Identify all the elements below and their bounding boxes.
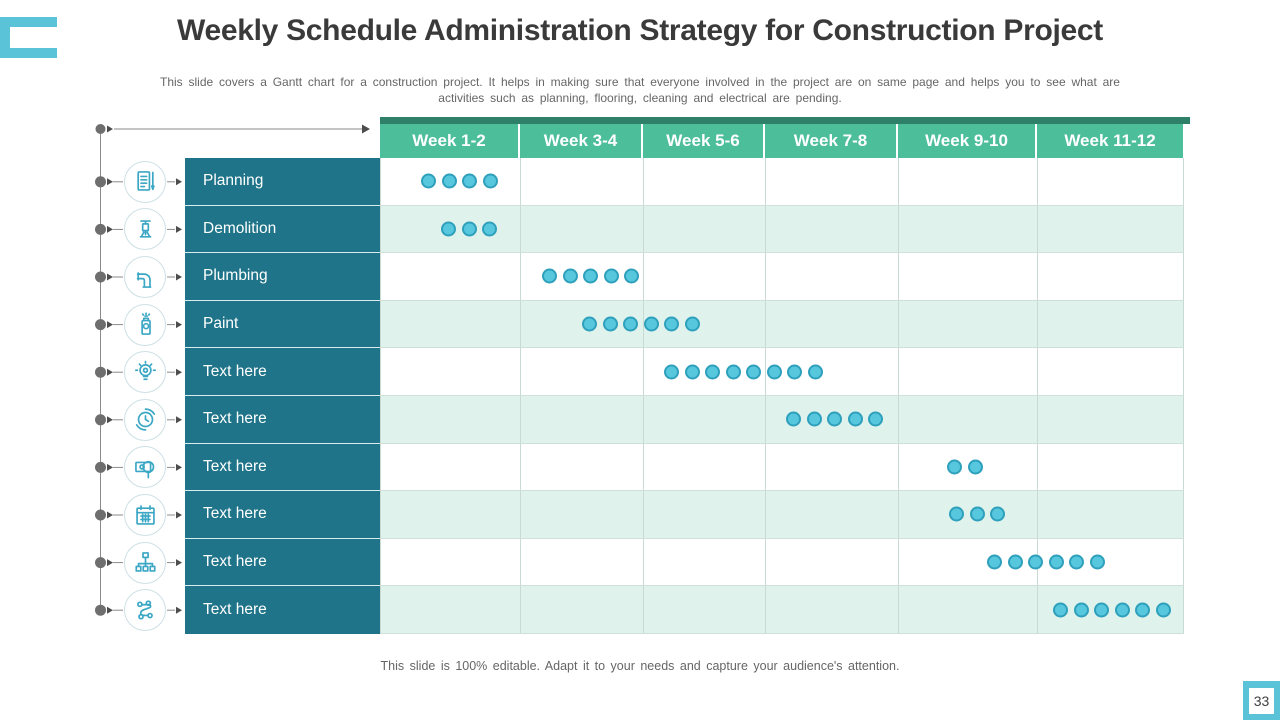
gantt-row <box>381 491 1184 539</box>
pipe-icon <box>124 256 166 298</box>
page-number: 33 <box>1249 688 1274 714</box>
gantt-cell <box>381 301 521 348</box>
gantt-row <box>381 206 1184 254</box>
task-label: Text here <box>185 586 380 634</box>
progress-dot <box>1135 602 1150 617</box>
rail-bullet <box>95 462 106 473</box>
progress-dot <box>808 364 823 379</box>
column-header-week: Week 9-10 <box>898 124 1037 158</box>
progress-dot <box>604 269 619 284</box>
progress-dot <box>603 317 618 332</box>
arrow-right-icon <box>362 125 370 134</box>
gantt-cell <box>644 396 766 443</box>
progress-dot <box>1028 555 1043 570</box>
progress-dot <box>746 364 761 379</box>
subtitle-line-2: activities such as planning, flooring, cleaning and electrical are pending. <box>438 91 842 105</box>
progress-dot <box>949 507 964 522</box>
arrow-right-icon <box>107 559 113 566</box>
gantt-cell <box>521 586 644 633</box>
blueprint-icon <box>124 161 166 203</box>
column-header-week: Week 11-12 <box>1064 131 1156 150</box>
gantt-cell <box>1038 444 1184 491</box>
gantt-cell <box>766 158 899 205</box>
gantt-cell <box>899 253 1038 300</box>
progress-dot <box>1090 555 1105 570</box>
task-label: Demolition <box>185 206 380 254</box>
progress-dot <box>990 507 1005 522</box>
arrow-right-icon <box>107 321 113 328</box>
arrow-right-icon <box>107 607 113 614</box>
gantt-cell <box>381 539 521 586</box>
subtitle-line-1: This slide covers a Gantt chart for a construction project. It helps in making sure that everyone involved in the project are on same page and helps you to see what are <box>160 75 1120 89</box>
progress-dot <box>462 174 477 189</box>
rail-bullet <box>96 124 106 134</box>
gantt-cell <box>899 586 1038 633</box>
progress-dot <box>644 317 659 332</box>
progress-dot <box>483 174 498 189</box>
arrow-right-icon <box>107 178 113 185</box>
gantt-row <box>381 348 1184 396</box>
gantt-cell <box>521 158 644 205</box>
gantt-cell <box>899 348 1038 395</box>
arrow-right-icon <box>107 226 113 233</box>
gantt-cell <box>521 206 644 253</box>
progress-dot <box>1115 602 1130 617</box>
arrow-right-icon <box>176 464 182 471</box>
task-label: Text here <box>185 396 380 444</box>
progress-dot <box>848 412 863 427</box>
gantt-cell <box>381 253 521 300</box>
column-header-week: Week 3-4 <box>520 124 643 158</box>
gantt-cell <box>644 158 766 205</box>
gantt-cell <box>766 444 899 491</box>
progress-dot <box>987 555 1002 570</box>
arrow-right-icon <box>176 559 182 566</box>
progress-dot <box>542 269 557 284</box>
gantt-cell <box>1038 253 1184 300</box>
progress-dot <box>664 317 679 332</box>
rail-bullet <box>95 272 106 283</box>
gantt-cell <box>381 491 521 538</box>
progress-dot <box>1156 602 1171 617</box>
progress-dot <box>1008 555 1023 570</box>
task-label: Paint <box>185 301 380 349</box>
progress-dot <box>462 221 477 236</box>
arrow-right-icon <box>107 512 113 519</box>
bulb-gear-icon <box>124 351 166 393</box>
column-header-week: Week 5-6 <box>643 124 765 158</box>
gantt-cell <box>644 586 766 633</box>
table-top-strip <box>380 117 1190 124</box>
task-label: Text here <box>185 539 380 587</box>
arrow-right-icon <box>176 369 182 376</box>
progress-dot <box>968 459 983 474</box>
rail-bullet <box>95 176 106 187</box>
arrow-right-icon <box>107 464 113 471</box>
column-header-week: Week 1-2 <box>380 124 520 158</box>
gantt-cell <box>766 301 899 348</box>
gantt-cell <box>381 396 521 443</box>
arrow-right-icon <box>176 607 182 614</box>
rail-bullet <box>95 510 106 521</box>
gantt-cell <box>1038 396 1184 443</box>
gantt-cell <box>766 539 899 586</box>
arrow-right-icon <box>176 178 182 185</box>
gantt-cell <box>381 444 521 491</box>
gantt-cell <box>766 586 899 633</box>
gantt-cell <box>381 586 521 633</box>
gantt-cell <box>644 253 766 300</box>
gantt-row <box>381 158 1184 206</box>
progress-dot <box>787 364 802 379</box>
spray-paint-icon <box>124 304 166 346</box>
gantt-cell <box>521 396 644 443</box>
progress-dot <box>624 269 639 284</box>
progress-dot <box>442 174 457 189</box>
gantt-cell <box>1038 206 1184 253</box>
progress-dot <box>623 317 638 332</box>
progress-dot <box>1053 602 1068 617</box>
slide-title: Weekly Schedule Administration Strategy for Construction Project <box>177 14 1103 47</box>
gantt-grid <box>380 158 1184 634</box>
progress-dot <box>1049 555 1064 570</box>
progress-dot <box>726 364 741 379</box>
task-label: Text here <box>185 444 380 492</box>
progress-dot <box>767 364 782 379</box>
progress-dot <box>786 412 801 427</box>
arrow-right-icon <box>107 274 113 281</box>
gantt-row <box>381 253 1184 301</box>
footer-note: This slide is 100% editable. Adapt it to your needs and capture your audience's attention. <box>380 659 900 673</box>
arrow-right-icon <box>176 321 182 328</box>
gantt-cell <box>644 491 766 538</box>
slide-subtitle <box>140 74 1140 106</box>
arrow-right-icon <box>107 126 113 133</box>
clock-icon <box>124 399 166 441</box>
rail-bullet <box>95 367 106 378</box>
gantt-cell <box>1038 348 1184 395</box>
progress-dot <box>582 317 597 332</box>
gantt-cell <box>899 396 1038 443</box>
arrow-right-icon <box>176 512 182 519</box>
progress-dot <box>1074 602 1089 617</box>
progress-dot <box>441 221 456 236</box>
gantt-cell <box>521 539 644 586</box>
progress-dot <box>705 364 720 379</box>
gantt-row <box>381 301 1184 349</box>
rail-bullet <box>95 414 106 425</box>
progress-dot <box>807 412 822 427</box>
gantt-cell <box>644 539 766 586</box>
progress-dot <box>685 317 700 332</box>
progress-dot <box>1094 602 1109 617</box>
progress-dot <box>868 412 883 427</box>
org-chart-icon <box>124 542 166 584</box>
gantt-cell <box>521 491 644 538</box>
gantt-row <box>381 586 1184 634</box>
page-number-box <box>1243 681 1280 720</box>
gantt-cell <box>899 491 1038 538</box>
gantt-row <box>381 444 1184 492</box>
calendar-icon <box>124 494 166 536</box>
table-header-row <box>380 124 1183 158</box>
arrow-right-icon <box>107 369 113 376</box>
process-flow-icon <box>124 589 166 631</box>
gantt-cell <box>644 206 766 253</box>
progress-dot <box>970 507 985 522</box>
gantt-cell <box>899 158 1038 205</box>
task-label: Plumbing <box>185 253 380 301</box>
progress-dot <box>563 269 578 284</box>
progress-dot <box>583 269 598 284</box>
gantt-cell <box>644 444 766 491</box>
rail-bullet <box>95 319 106 330</box>
gantt-cell <box>766 253 899 300</box>
gantt-row <box>381 396 1184 444</box>
progress-dot <box>664 364 679 379</box>
column-header-week: Week 7-8 <box>765 124 898 158</box>
gantt-cell <box>766 491 899 538</box>
progress-dot <box>421 174 436 189</box>
rail-bullet <box>95 605 106 616</box>
progress-dot <box>1069 555 1084 570</box>
task-label: Text here <box>185 348 380 396</box>
progress-dot <box>827 412 842 427</box>
gantt-cell <box>521 444 644 491</box>
gantt-cell <box>899 301 1038 348</box>
gantt-cell <box>899 206 1038 253</box>
rail-bullet <box>95 224 106 235</box>
gantt-row <box>381 539 1184 587</box>
arrow-right-icon <box>176 274 182 281</box>
task-label-column <box>185 158 380 634</box>
gantt-cell <box>644 301 766 348</box>
rail-bullet <box>95 557 106 568</box>
task-label: Text here <box>185 491 380 539</box>
gantt-cell <box>766 206 899 253</box>
task-label: Planning <box>185 158 380 206</box>
arrow-right-icon <box>176 416 182 423</box>
gantt-cell <box>1038 158 1184 205</box>
arrow-right-icon <box>107 416 113 423</box>
progress-dot <box>482 221 497 236</box>
gantt-cell <box>521 348 644 395</box>
arrow-right-icon <box>176 226 182 233</box>
gantt-cell <box>766 348 899 395</box>
gantt-cell <box>1038 491 1184 538</box>
progress-dot <box>947 459 962 474</box>
gantt-cell <box>1038 301 1184 348</box>
progress-dot <box>685 364 700 379</box>
gantt-cell <box>381 348 521 395</box>
